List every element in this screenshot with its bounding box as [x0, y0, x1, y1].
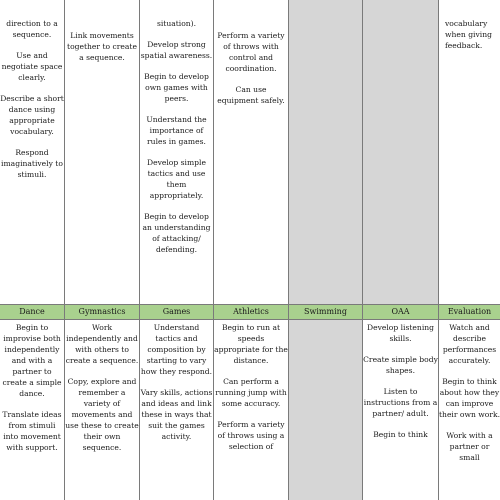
bottom-cell-athletics [214, 322, 288, 462]
bottom-oaa-text-2: Create simple body shapes. [363, 355, 438, 375]
top-dance-text-1: direction to a sequence. [6, 19, 58, 39]
top-cell-games [140, 18, 213, 265]
bottom-eval-text-2: Begin to think about how they can improve their own work. [439, 377, 500, 419]
top-dance-text-4: Respond imaginatively to stimuli. [1, 148, 63, 179]
top-cell-evaluation [439, 18, 500, 61]
bottom-oaa-text-3: Listen to instructions from a partner/ adult. [363, 387, 438, 418]
header-evaluation: Evaluation [447, 307, 492, 316]
bottom-cell-evaluation [439, 322, 500, 473]
header-swimming: Swimming [304, 307, 347, 316]
bottom-oaa-text-4: Begin to think [373, 430, 428, 439]
top-athletics-text-1: Perform a variety of throws with control and coordination. [217, 31, 285, 73]
bottom-athletics-text-2: Can perform a running jump with some accuracy. [215, 377, 287, 408]
bottom-oaa-text-1: Develop listening skills. [366, 323, 434, 343]
row-border-bottom [0, 319, 500, 320]
header-athletics: Athletics [233, 307, 269, 316]
bottom-athletics-text-3: Perform a variety of throws using a selection of [217, 420, 285, 451]
top-games-text-1: situation). [156, 19, 197, 28]
bottom-cell-dance [0, 322, 64, 463]
top-cell-gymnastics [65, 30, 139, 73]
top-athletics-text-2: Can use equipment safely. [217, 85, 285, 105]
grey-cell-bottom-col5 [289, 320, 362, 500]
bottom-cell-games [140, 322, 213, 452]
bottom-games-text-1: Understand tactics and composition by starting to vary how they respond. [140, 323, 213, 376]
col-divider-4 [288, 0, 289, 500]
top-games-text-4: Understand the importance of rules in games. [146, 115, 207, 146]
bottom-games-text-2: Vary skills, actions and ideas and link these in ways that suit the games activity. [140, 388, 213, 441]
bottom-gym-text-1: Work independently and with others to create a sequence. [65, 323, 139, 365]
top-eval-text-1: vocabulary when giving feedback. [445, 19, 492, 50]
top-cell-athletics [214, 30, 288, 116]
top-dance-text-2: Use and negotiate space clearly. [1, 51, 63, 82]
top-games-text-3: Begin to develop own games with peers. [144, 72, 209, 103]
top-games-text-2: Develop strong spatial awareness. [140, 40, 213, 60]
bottom-dance-text-2: Translate ideas from stimuli into movement with support. [2, 410, 62, 452]
header-oaa: OAA [391, 307, 410, 316]
grey-cell-top-col5 [289, 0, 362, 305]
bottom-cell-gymnastics [65, 322, 139, 463]
top-cell-dance [0, 18, 64, 190]
grey-cell-top-col6 [363, 0, 439, 305]
header-gymnastics: Gymnastics [78, 307, 126, 316]
bottom-eval-text-3: Work with a partner or small [446, 431, 493, 462]
bottom-gym-text-2: Copy, explore and remember a variety of movements and use these to create their own sequence. [65, 377, 139, 452]
bottom-dance-text-1: Begin to improvise both independently and with a partner to create a simple dance. [2, 323, 62, 398]
top-dance-text-3: Describe a short dance using appropriate vocabulary. [0, 94, 64, 136]
top-gym-text-1: Link movements together to create a sequence. [67, 31, 137, 62]
bottom-cell-oaa [363, 322, 438, 450]
top-games-text-6: Begin to develop an understanding of attacking/ defending. [142, 212, 211, 254]
header-games: Games [162, 307, 191, 316]
header-dance: Dance [19, 307, 45, 316]
top-games-text-5: Develop simple tactics and use them appropriately. [147, 158, 206, 200]
bottom-eval-text-1: Watch and describe performances accurately. [442, 323, 497, 365]
bottom-athletics-text-1: Begin to run at speeds appropriate for the distance. [214, 323, 288, 365]
